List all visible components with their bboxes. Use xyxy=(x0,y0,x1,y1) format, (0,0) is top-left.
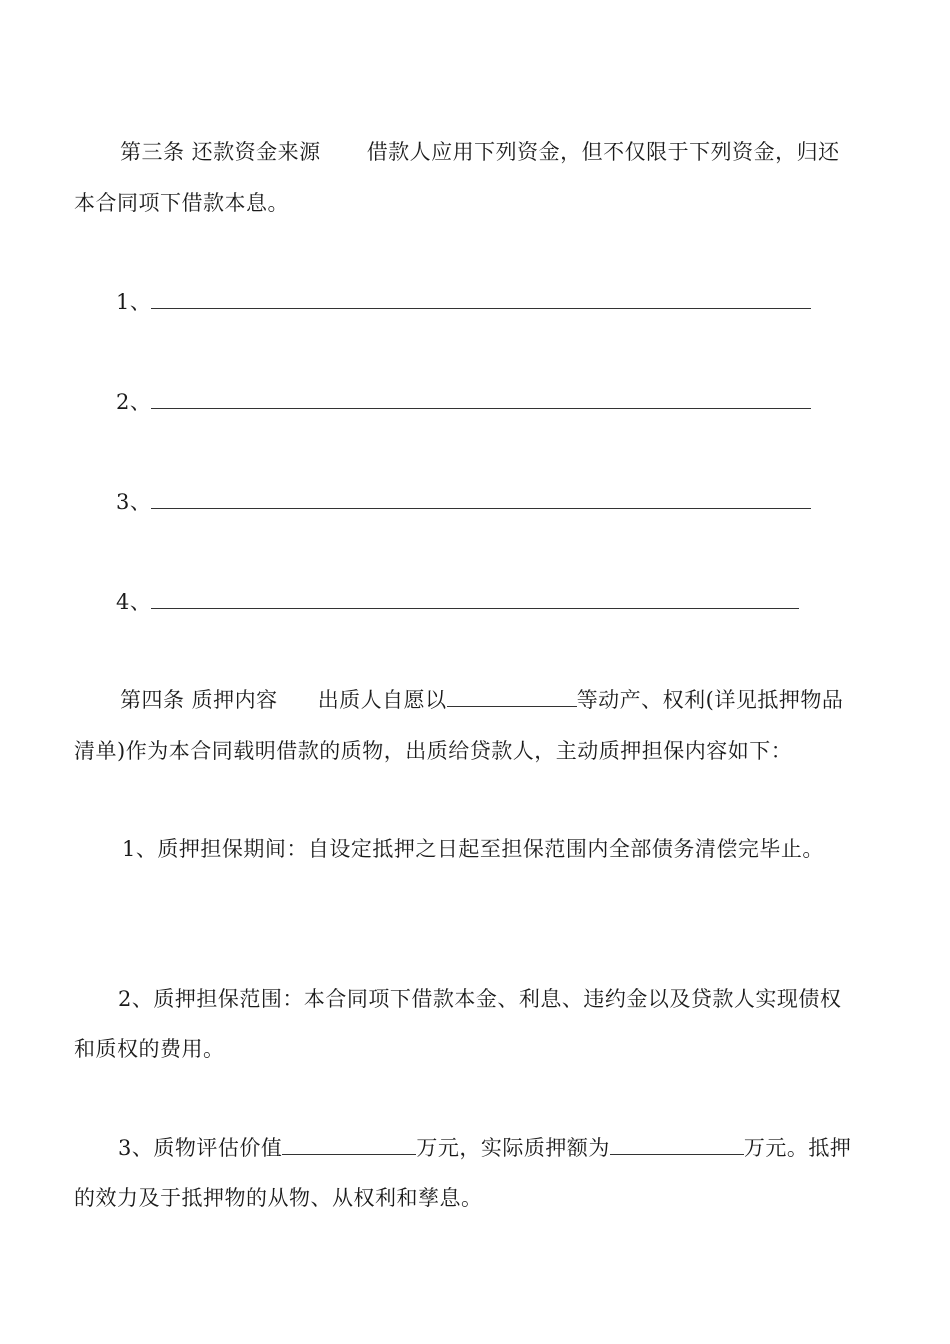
clause-2-line1 xyxy=(74,983,884,1015)
item-number: 1、 xyxy=(116,290,152,314)
blank-line[interactable] xyxy=(151,588,799,609)
item-number: 2、 xyxy=(116,390,152,414)
clause1-text: 1、质押担保期间：自设定抵押之日起至担保范围内全部债务清偿完毕止。 xyxy=(122,837,824,861)
clause-1 xyxy=(74,833,884,865)
article4-heading: 第四条 质押内容 xyxy=(120,688,278,712)
fund-source-item-3 xyxy=(74,486,884,518)
article4-text-a: 出质人自愿以 xyxy=(317,688,447,712)
fund-source-item-1 xyxy=(74,286,884,318)
clause3-text-a: 3、质物评估价值 xyxy=(118,1136,283,1160)
article3-text: 借款人应用下列资金，但不仅限于下列资金，归还 xyxy=(366,140,840,164)
clause-3-line2: 的效力及于抵押物的从物、从权利和孳息。 xyxy=(74,1186,483,1210)
collateral-blank[interactable] xyxy=(447,686,577,707)
clause3-text-c: 万元。抵押 xyxy=(743,1136,852,1160)
fund-source-item-4 xyxy=(74,586,884,618)
valuation-blank[interactable] xyxy=(282,1134,416,1155)
fund-source-item-2 xyxy=(74,386,884,418)
article3-heading: 第三条 还款资金来源 xyxy=(120,140,321,164)
blank-line[interactable] xyxy=(151,388,811,409)
clause-2-line2: 和质权的费用。 xyxy=(74,1037,225,1061)
blank-line[interactable] xyxy=(151,488,811,509)
article3-line2: 本合同项下借款本息。 xyxy=(74,191,289,215)
article4-line1 xyxy=(74,684,884,716)
article3-line1 xyxy=(74,136,884,168)
blank-line[interactable] xyxy=(151,288,811,309)
pledge-amount-blank[interactable] xyxy=(610,1134,744,1155)
clause3-text-b: 万元，实际质押额为 xyxy=(416,1136,610,1160)
item-number: 4、 xyxy=(116,590,152,614)
clause-3-line1 xyxy=(74,1132,884,1164)
article4-text-b: 等动产、权利(详见抵押物品 xyxy=(576,688,844,712)
item-number: 3、 xyxy=(116,490,152,514)
clause2-text: 2、质押担保范围：本合同项下借款本金、利息、违约金以及贷款人实现债权 xyxy=(118,987,842,1011)
article4-line2: 清单)作为本合同载明借款的质物，出质给贷款人，主动质押担保内容如下： xyxy=(74,739,793,763)
